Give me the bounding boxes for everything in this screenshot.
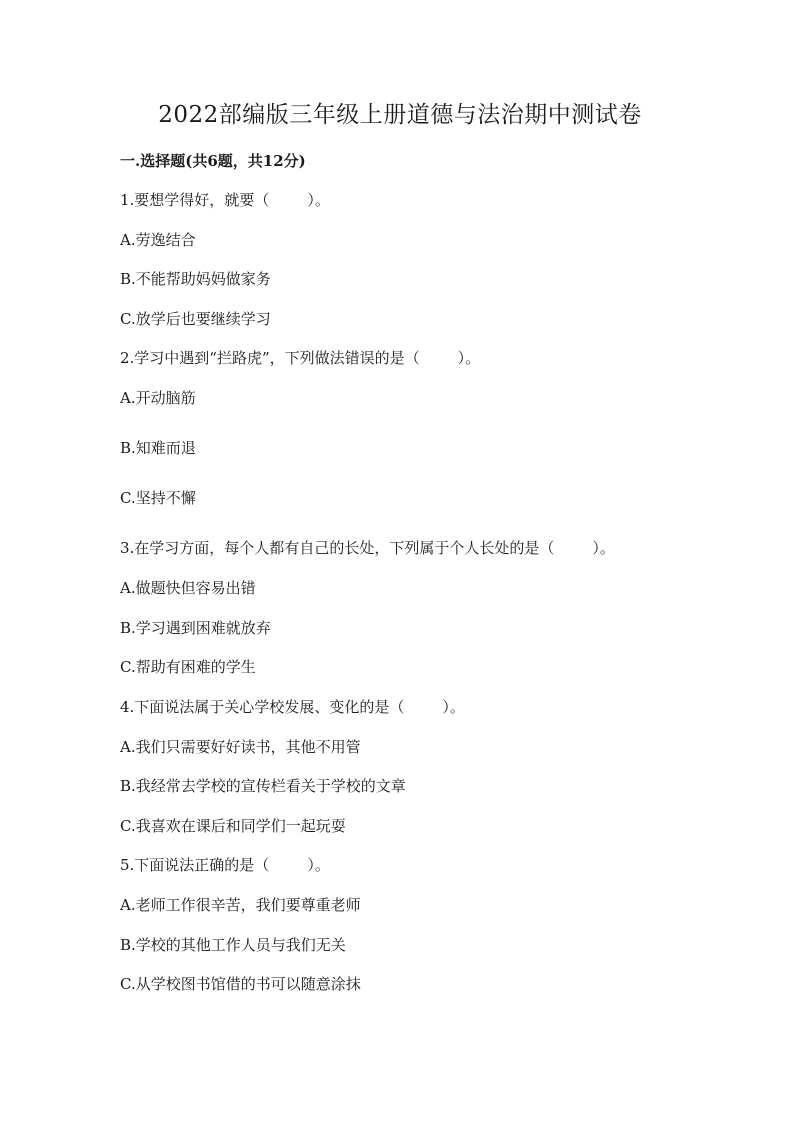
question-3-option-a: A.做题快但容易出错 (120, 579, 256, 597)
question-stem-text: 2.学习中遇到“拦路虎”，下列做法错误的是（ (120, 349, 420, 367)
question-stem-text: 5.下面说法正确的是（ (120, 856, 270, 874)
question-5-stem (120, 854, 330, 875)
question-3-option-b: B.学习遇到困难就放弃 (120, 619, 271, 637)
question-stem-text: 3.在学习方面，每个人都有自己的长处，下列属于个人长处的是（ (120, 539, 555, 557)
question-stem-text: 4.下面说法属于关心学校发展、变化的是（ (120, 698, 405, 716)
question-5-option-c: C.从学校图书馆借的书可以随意涂抹 (120, 975, 361, 993)
question-stem-end: ）。 (457, 349, 481, 367)
question-3-stem (120, 537, 615, 558)
question-3-option-c: C.帮助有困难的学生 (120, 658, 256, 676)
question-1-option-b: B.不能帮助妈妈做家务 (120, 270, 271, 288)
question-5-option-b: B.学校的其他工作人员与我们无关 (120, 936, 346, 954)
question-stem-end: ）。 (307, 191, 330, 209)
question-4-stem (120, 696, 465, 717)
question-4-option-a: A.我们只需要好好读书，其他不用管 (120, 738, 361, 756)
question-stem-end: ）。 (592, 539, 615, 557)
question-2-option-c: C.坚持不懈 (120, 489, 196, 507)
question-5-option-a: A.老师工作很辛苦，我们要尊重老师 (120, 896, 361, 914)
question-2-option-a: A.开动脑筋 (120, 389, 196, 407)
question-2-stem (120, 347, 480, 368)
question-4-option-c: C.我喜欢在课后和同学们一起玩耍 (120, 817, 346, 835)
question-stem-end: ）。 (307, 856, 330, 874)
question-1-option-c: C.放学后也要继续学习 (120, 310, 271, 328)
question-2-option-b: B.知难而退 (120, 439, 196, 457)
section-heading: 一.选择题(共6题，共12分) (120, 152, 306, 170)
question-1-option-a: A.劳逸结合 (120, 231, 196, 249)
page-title: 2022部编版三年级上册道德与法治期中测试卷 (158, 102, 642, 128)
question-stem-end: ）。 (442, 698, 465, 716)
question-1-stem (120, 189, 330, 210)
question-stem-text: 1.要想学得好，就要（ (120, 191, 270, 209)
question-4-option-b: B.我经常去学校的宣传栏看关于学校的文章 (120, 777, 406, 795)
